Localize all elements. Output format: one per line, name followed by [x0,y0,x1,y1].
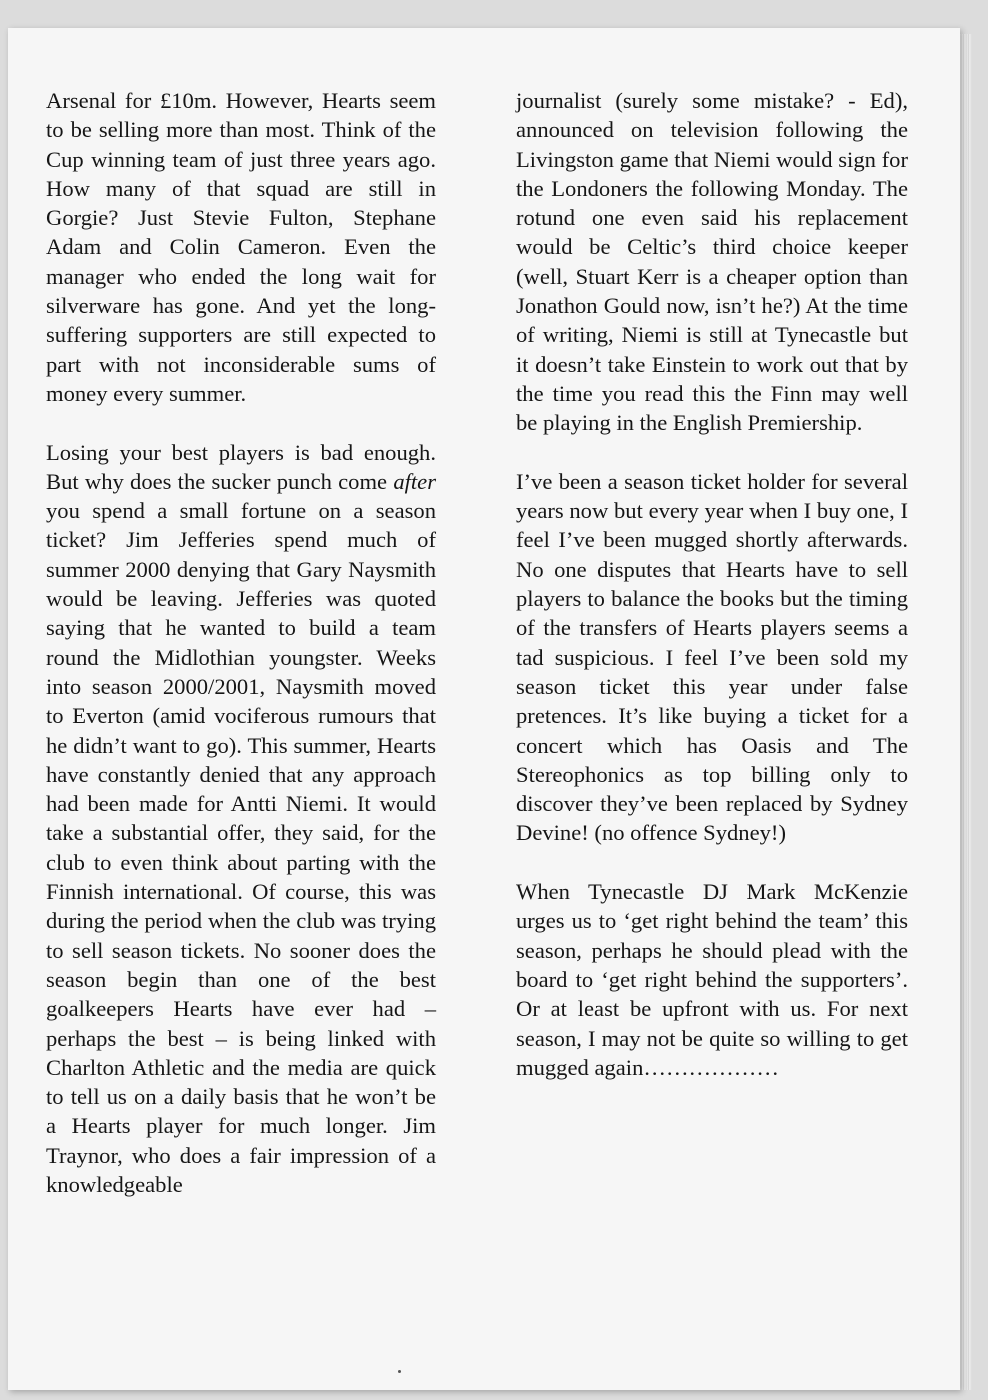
right-paragraph-2: I’ve been a season ticket holder for several years now but every year when I buy one, I feel I’ve been mugged shortly afterwards. No one disputes that Hearts have to sell players to balance the books but the timing of the transfers of Hearts players seems a tad suspicious. I feel I’ve been sold my season ticket this year under false pretences. It’s like buying a ticket for a concert which has Oasis and The Stereophonics as top billing only to discover they’ve been replaced by Sydney Devine! (no offence Sydney!) [516,468,908,846]
emphasis-after: after [393,468,436,494]
left-paragraph-2-rest: you spend a small fortune on a season ticket? Jim Jefferies spend much of summer 2000 denying that Gary Naysmith would be leaving. Jefferies was quoted saying that he wanted to build a team round the Midlothian youngster. Weeks into season 2000/2001, Naysmith moved to Everton (amid vociferous rumours that he didn’t want to go). This summer, Hearts have constantly denied that any approach had been made for Antti Niemi. It would take a substantial offer, they said, for the club to even think about parting with the Finnish international. Of course, this was during the period when the club was trying to sell season tickets. No sooner does the season begin than one of the best goalkeepers Hearts have ever had – perhaps the best – is being linked with Charlton Athletic and the media are quick to tell us on a daily basis that he won’t be a Hearts player for much longer. Jim Traynor, who does a fair impression of a knowledgeable [46,498,436,1197]
page-speck [398,1370,401,1373]
right-column [516,86,908,1082]
left-paragraph-2 [46,438,436,1200]
right-paragraph-3: When Tynecastle DJ Mark McKenzie urges us to ‘get right behind the team’ this season, perhaps he should plead with the board to ‘get right behind the supporters’. Or at least be upfront with us. For next season, I may not be quite so willing to get mugged again……………… [516,879,908,1080]
left-paragraph-2-start: Losing your best players is bad enough. But why does the sucker punch come [46,439,436,494]
left-column [46,86,436,1199]
right-paragraph-1: journalist (surely some mistake? - Ed), announced on television following the Livingston game that Niemi would sign for the Londoners the following Monday. The rotund one even said his replacement would be Celtic’s third choice keeper (well, Stuart Kerr is a cheaper option than Jonathon Gould now, isn’t he?) At the time of writing, Niemi is still at Tynecastle but it doesn’t take Einstein to work out that by the time you read this the Finn may well be playing in the English Premiership. [516,88,908,436]
page-stack-edges [958,34,972,1390]
left-paragraph-1: Arsenal for £10m. However, Hearts seem to be selling more than most. Think of the Cup winning team of just three years ago. How many of that squad are still in Gorgie? Just Stevie Fulton, Stephane Adam and Colin Cameron. Even the manager who ended the long wait for silverware has gone. And yet the long-suffering supporters are still expected to part with not inconsiderable sums of money every summer. [46,88,436,406]
